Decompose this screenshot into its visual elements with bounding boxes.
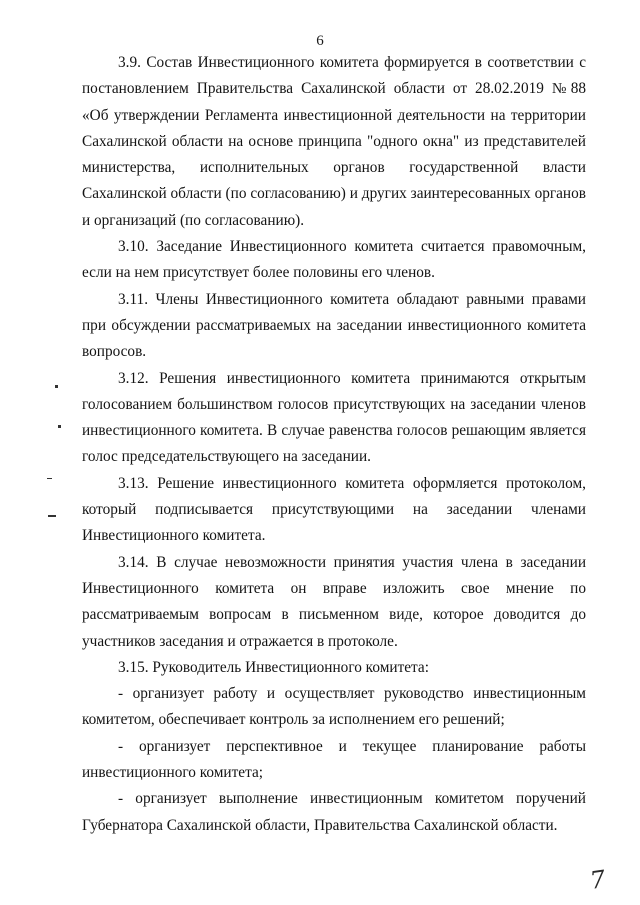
- page-number: 6: [316, 33, 324, 49]
- scan-speck: [55, 385, 58, 388]
- scan-speck: [47, 478, 52, 479]
- list-item-planning: - организует перспективное и текущее планирование работы инвестиционного комитета;: [82, 737, 586, 782]
- list-item-governor-orders: - организует выполнение инвестиционным комитетом поручений Губернатора Сахалинской области, Правительства Сахалинской области.: [82, 790, 586, 834]
- paragraph-3-15-heading: 3.15. Руководитель Инвестиционного комитета:: [118, 658, 429, 676]
- document-body: [82, 50, 586, 839]
- handwritten-page-mark: 7: [588, 865, 608, 895]
- paragraph-3-12: 3.12. Решения инвестиционного комитета принимаются открытым голосованием большинством голосов присутствующих на заседании членов инвестиционного комитета. В случае равенства голосов решающим является голос председательствующего на заседании.: [82, 369, 586, 466]
- paragraph-3-9: 3.9. Состав Инвестиционного комитета формируется в соответствии с постановлением Правительства Сахалинской области от 28.02.2019 №88 «Об утверждении Регламента инвестиционной деятельности на территории Сахалинской области на основе принципа "одного окна" из представителей министерства, исполнительных органов государственной власти Сахалинской области (по согласованию) и других заинтересованных органов и организаций (по согласованию).: [82, 54, 586, 229]
- paragraph-3-13: 3.13. Решение инвестиционного комитета оформляется протоколом, который подписывается присутствующими на заседании членами Инвестиционного комитета.: [82, 474, 586, 545]
- scan-speck: [58, 425, 61, 428]
- paragraph-3-10: 3.10. Заседание Инвестиционного комитета считается правомочным, если на нем присутствует более половины его членов.: [82, 238, 586, 282]
- list-item-organize-work: - организует работу и осуществляет руководство инвестиционным комитетом, обеспечивает контроль за исполнением его решений;: [82, 685, 586, 729]
- paragraph-3-11: 3.11. Члены Инвестиционного комитета обладают равными правами при обсуждении рассматриваемых на заседании инвестиционного комитета вопросов.: [82, 290, 586, 361]
- scan-speck: [48, 515, 56, 517]
- paragraph-3-14: 3.14. В случае невозможности принятия участия члена в заседании Инвестиционного комитета он вправе изложить свое мнение по рассматриваемым вопросам в письменном виде, которое доводится до участников заседания и отражается в протоколе.: [82, 553, 586, 650]
